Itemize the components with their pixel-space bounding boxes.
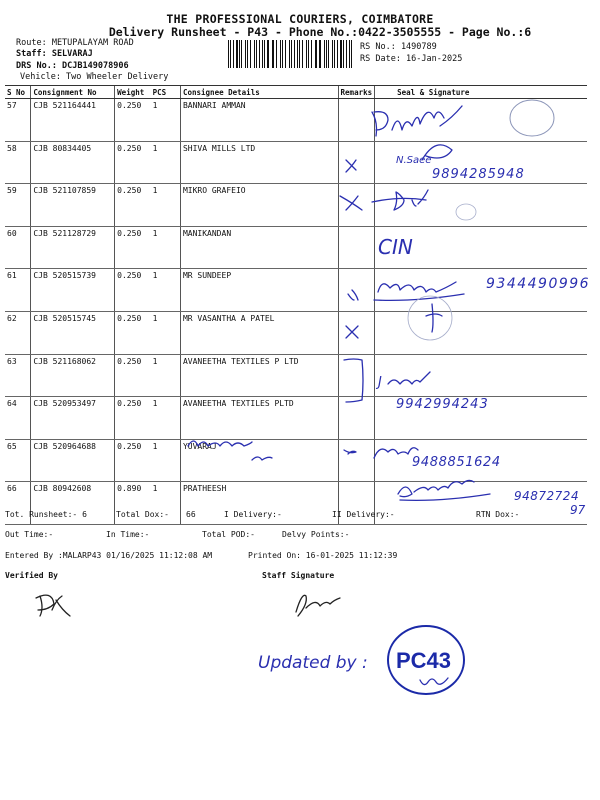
row-pcs: 1 <box>151 439 181 482</box>
row-pcs: 1 <box>151 311 181 354</box>
bracket-63-64 <box>344 359 363 402</box>
row-sno: 65 <box>5 439 31 482</box>
col-weight: Weight <box>115 86 151 99</box>
row-sno: 63 <box>5 354 31 397</box>
row-consignment-no: CJB 521164441 <box>31 99 115 142</box>
row-pcs: 1 <box>151 269 181 312</box>
row-sno: 61 <box>5 269 31 312</box>
route-label: Route: METUPALAYAM ROAD <box>16 38 134 48</box>
staff-signature-label: Staff Signature <box>262 571 335 580</box>
signature-59 <box>372 190 428 210</box>
row-weight: 0.250 <box>115 354 151 397</box>
row66-phone-a: 94872724 <box>514 489 580 503</box>
runsheet-title: Delivery Runsheet - P43 - Phone No.:0422-3505555 - Page No.:6 <box>108 25 532 39</box>
row-consignee: PRATHEESH <box>180 482 338 525</box>
remark-mark-61 <box>348 290 358 300</box>
remark-cross-62 <box>346 326 358 338</box>
row-consignee: AVANEETHA TEXTILES P LTD <box>180 354 338 397</box>
row-consignment-no: CJB 521107859 <box>31 184 115 227</box>
row-consignee: AVANEETHA TEXTILES PLTD <box>180 397 338 440</box>
col-seal-signature: Seal & Signature <box>375 86 587 99</box>
updated-by-text: Updated by : <box>258 653 368 673</box>
row-pcs: 1 <box>151 354 181 397</box>
row65-phone: 9488851624 <box>412 455 501 470</box>
row58-name: N.Saee <box>396 155 432 166</box>
signature-61 <box>374 282 464 300</box>
row-pcs: 1 <box>151 184 181 227</box>
row-consignee: MANIKANDAN <box>180 226 338 269</box>
ii-delivery-label: II Delivery:- <box>332 510 395 519</box>
row-consignee: SHIVA MILLS LTD <box>180 141 338 184</box>
row-pcs: 1 <box>151 482 181 525</box>
consignee-note-65 <box>188 441 272 460</box>
drs-number: DRS No.: DCJB149078906 <box>16 61 129 71</box>
seal-stamp-59 <box>456 204 476 220</box>
total-runsheet: Tot. Runsheet:- 6 <box>5 510 87 519</box>
rs-number: RS No.: 1490789 <box>360 42 437 52</box>
col-consignee: Consignee Details <box>180 86 338 99</box>
vehicle-label: Vehicle: Two Wheeler Delivery <box>20 72 169 82</box>
row58-phone: 9894285948 <box>432 167 525 182</box>
row-sno: 64 <box>5 397 31 440</box>
row-sno: 58 <box>5 141 31 184</box>
delvy-points-label: Delvy Points:- <box>282 530 350 539</box>
row-sno: 59 <box>5 184 31 227</box>
signature-64: J <box>378 375 382 390</box>
row-sno: 62 <box>5 311 31 354</box>
row-consignee: MIKRO GRAFEIO <box>180 184 338 227</box>
signature-66 <box>398 480 490 500</box>
total-pod-label: Total POD:- <box>202 530 255 539</box>
total-dox-label: Total Dox:- <box>116 510 169 519</box>
row-weight: 0.250 <box>115 439 151 482</box>
col-consignment: Consignment No <box>31 86 115 99</box>
total-dox-value: 66 <box>186 510 196 519</box>
verified-signature <box>36 595 70 616</box>
row60-mark: CIN <box>378 235 413 259</box>
row-consignment-no: CJB 80834405 <box>31 141 115 184</box>
row-sno: 60 <box>5 226 31 269</box>
row-consignee: YUVARAJ <box>180 439 338 482</box>
row-weight: 0.890 <box>115 482 151 525</box>
company-title: THE PROFESSIONAL COURIERS, COIMBATORE <box>166 12 434 26</box>
row-weight: 0.250 <box>115 99 151 142</box>
row66-phone-b: 97 <box>570 503 586 517</box>
remark-cross-58 <box>346 160 356 172</box>
entered-by: Entered By :MALARP43 01/16/2025 11:12:08 AM <box>5 551 213 560</box>
row-consignee: MR SUNDEEP <box>180 269 338 312</box>
seal-stamp-62 <box>408 296 452 340</box>
row-sno: 66 <box>5 482 31 525</box>
stamp-initials <box>420 678 448 685</box>
rtn-dox-label: RTN Dox:- <box>476 510 520 519</box>
staff-label: Staff: SELVARAJ <box>16 49 93 59</box>
row-pcs: 1 <box>151 141 181 184</box>
row-consignment-no: CJB 80942608 <box>31 482 115 525</box>
row-pcs: 1 <box>151 226 181 269</box>
row-weight: 0.250 <box>115 269 151 312</box>
row-weight: 0.250 <box>115 226 151 269</box>
row-consignment-no: CJB 520964688 <box>31 439 115 482</box>
col-pcs: PCS <box>151 86 181 99</box>
row-weight: 0.250 <box>115 311 151 354</box>
row64-phone: 9942994243 <box>396 397 489 412</box>
row-consignment-no: CJB 520515739 <box>31 269 115 312</box>
out-time-label: Out Time:- <box>5 530 54 539</box>
col-sno: S No <box>5 86 31 99</box>
row61-phone: 9344490996 <box>486 276 591 292</box>
signature-62 <box>426 304 442 332</box>
signature-57 <box>372 106 462 136</box>
staff-signature <box>296 595 340 616</box>
row-pcs: 1 <box>151 99 181 142</box>
pc43-stamp-text: PC43 <box>396 648 452 673</box>
row-consignment-no: CJB 520953497 <box>31 397 115 440</box>
row-consignment-no: CJB 521128729 <box>31 226 115 269</box>
in-time-label: In Time:- <box>106 530 150 539</box>
remark-cross-59 <box>340 196 362 210</box>
remark-cross-65 <box>344 450 356 454</box>
row-weight: 0.250 <box>115 141 151 184</box>
row-pcs: 1 <box>151 397 181 440</box>
row-consignment-no: CJB 520515745 <box>31 311 115 354</box>
seal-stamp-57 <box>510 100 554 136</box>
signature-64-stroke <box>388 372 430 384</box>
row-weight: 0.250 <box>115 184 151 227</box>
row-sno: 57 <box>5 99 31 142</box>
i-delivery-label: I Delivery:- <box>224 510 282 519</box>
printed-on: Printed On: 16-01-2025 11:12:39 <box>248 551 398 560</box>
col-remarks: Remarks <box>338 86 375 99</box>
row-weight: 0.250 <box>115 397 151 440</box>
rs-date: RS Date: 16-Jan-2025 <box>360 54 463 64</box>
verified-by-label: Verified By <box>5 571 58 580</box>
row-consignment-no: CJB 521168062 <box>31 354 115 397</box>
row-consignee: BANNARI AMMAN <box>180 99 338 142</box>
row-consignee: MR VASANTHA A PATEL <box>180 311 338 354</box>
